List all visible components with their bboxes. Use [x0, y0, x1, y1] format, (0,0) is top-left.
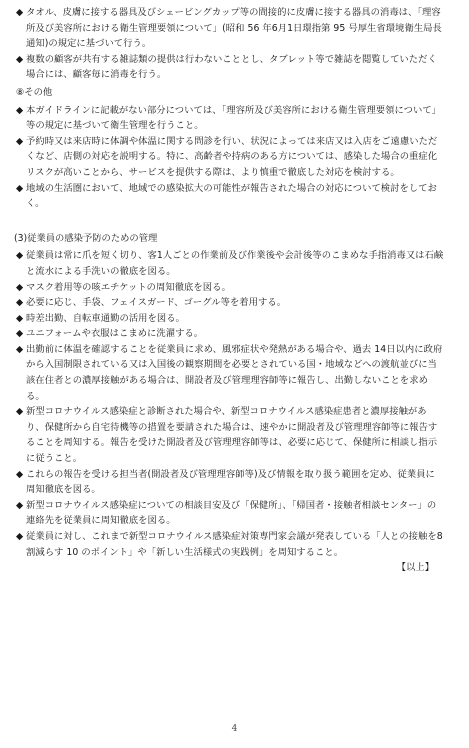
section-heading: (3)従業員の感染予防のための管理 — [14, 232, 158, 244]
list-item — [16, 498, 444, 529]
item-text: ユニフォームや衣服はこまめに洗濯する。 — [26, 328, 204, 340]
item-text: 本ガイドラインに記載がない部分については、「理容所及び美容所における衛生管理要領について」等の規定に基づいて衛生管理を行うこと。 — [26, 104, 442, 132]
item-text: マスク着用等の咳エチケットの周知徹底を図る。 — [26, 281, 231, 293]
bullet-mark: ◆ — [16, 135, 24, 147]
item-text: 必要に応じ、手袋、フェイスガード、ゴーグル等を着用する。 — [26, 297, 287, 309]
end-mark: 【以上】 — [396, 562, 434, 574]
item-text: 新型コロナウイルス感染症と診断された場合や、新型コロナウイルス感染症患者と濃厚接触があり、保健所から自宅待機等の措置を要請された場合は、速やかに開設者及び管理理容師等に報告することを周知する。報告を受けた開設者及び管理理容師等は、必要に応じて、保健所に相談し指示に従うこと。 — [26, 406, 438, 465]
item-text: 出勤前に体温を確認することを従業員に求め、風邪症状や発熱がある場合や、過去 14日以内に政府から入国制限されている又は入国後の観察期間を必要とされている国・地域などへの渡航並びに当該在住者との濃厚接触がある場合は、開設者及び管理理容師等に報告し、出勤しないことを求める。 — [26, 343, 443, 402]
bullet-mark: ◆ — [16, 297, 24, 309]
bullet-mark: ◆ — [16, 7, 24, 18]
list-item — [16, 295, 444, 311]
bullet-mark: ◆ — [16, 53, 24, 65]
list-item — [16, 467, 444, 498]
list-item — [16, 103, 444, 134]
item-text: 地域の生活圏において、地域での感染拡大の可能性が報告された場合の対応について検討をしておく。 — [26, 182, 437, 210]
page-number: 4 — [231, 724, 238, 734]
list-item — [16, 5, 444, 52]
bullet-mark: ◆ — [16, 406, 24, 418]
item-text: 時差出勤、自転車通勤の活用を図る。 — [26, 312, 185, 324]
item-text: 従業員に対し、これまで新型コロナウイルス感染症対策専門家会議が発表している「人との接触を8割減らす 10 のポイント」や「新しい生活様式の実践例」を周知すること。 — [26, 531, 443, 558]
bullet-mark: ◆ — [16, 250, 24, 262]
item-text: タオル、皮膚に接する器具及びシェービングカップ等の間接的に皮膚に接する器具の消毒は、「理容所及び美容所における衛生管理要領について」(昭和 56 年6月1日環指第 95 号厚生省環境衛生局長通知)の規定に基づいて行う。 — [26, 7, 442, 50]
item-text: 予約時又は来店時に体調や体温に関する問診を行い、状況によっては来店又は入店をご遠慮いただくなど、店側の対応を説明する。特に、高齢者や持病のある方については、感染した場合の重症化リスクが高いことから、サービスを提供する際は、より慎重で徹底した対応を検討する。 — [26, 135, 438, 178]
list-item — [16, 404, 444, 466]
list-item — [16, 326, 444, 342]
item-text: 新型コロナウイルス感染症についての相談目安及び「保健所」、「帰国者・接触者相談センター」の連絡先を従業員に周知徹底を図る。 — [26, 499, 437, 527]
list-item — [16, 181, 444, 212]
list-item — [16, 52, 444, 83]
list-item — [16, 342, 444, 404]
list-item — [16, 134, 444, 181]
list-item — [16, 280, 444, 296]
bullet-mark: ◆ — [16, 312, 24, 324]
bullet-mark: ◆ — [16, 104, 24, 116]
bullet-mark: ◆ — [16, 499, 24, 511]
item-text: 複数の顧客が共有する雑誌類の提供は行わないこととし、タブレット等で雑誌を閲覧していただく場合には、顧客毎に消毒を行う。 — [26, 53, 437, 81]
item-text: これらの報告を受ける担当者(開設者及び管理理容師等)及び情報を取り扱う範囲を定め、従業員に周知徹底を図る。 — [26, 468, 435, 496]
bullet-mark: ◆ — [16, 343, 24, 355]
item-text: 従業員は常に爪を短く切り、客1人ごとの作業前及び作業後や会計後等のこまめな手指消毒又は石鹸と流水による手洗いの徹底を図る。 — [26, 250, 444, 277]
list-item — [16, 529, 444, 560]
subsection-heading: ⑧その他 — [16, 86, 53, 98]
bullet-mark: ◆ — [16, 328, 24, 340]
bullet-mark: ◆ — [16, 182, 24, 194]
bullet-mark: ◆ — [16, 281, 24, 293]
list-item — [16, 311, 444, 327]
list-item — [16, 248, 444, 279]
bullet-mark: ◆ — [16, 531, 24, 542]
bullet-mark: ◆ — [16, 468, 24, 480]
